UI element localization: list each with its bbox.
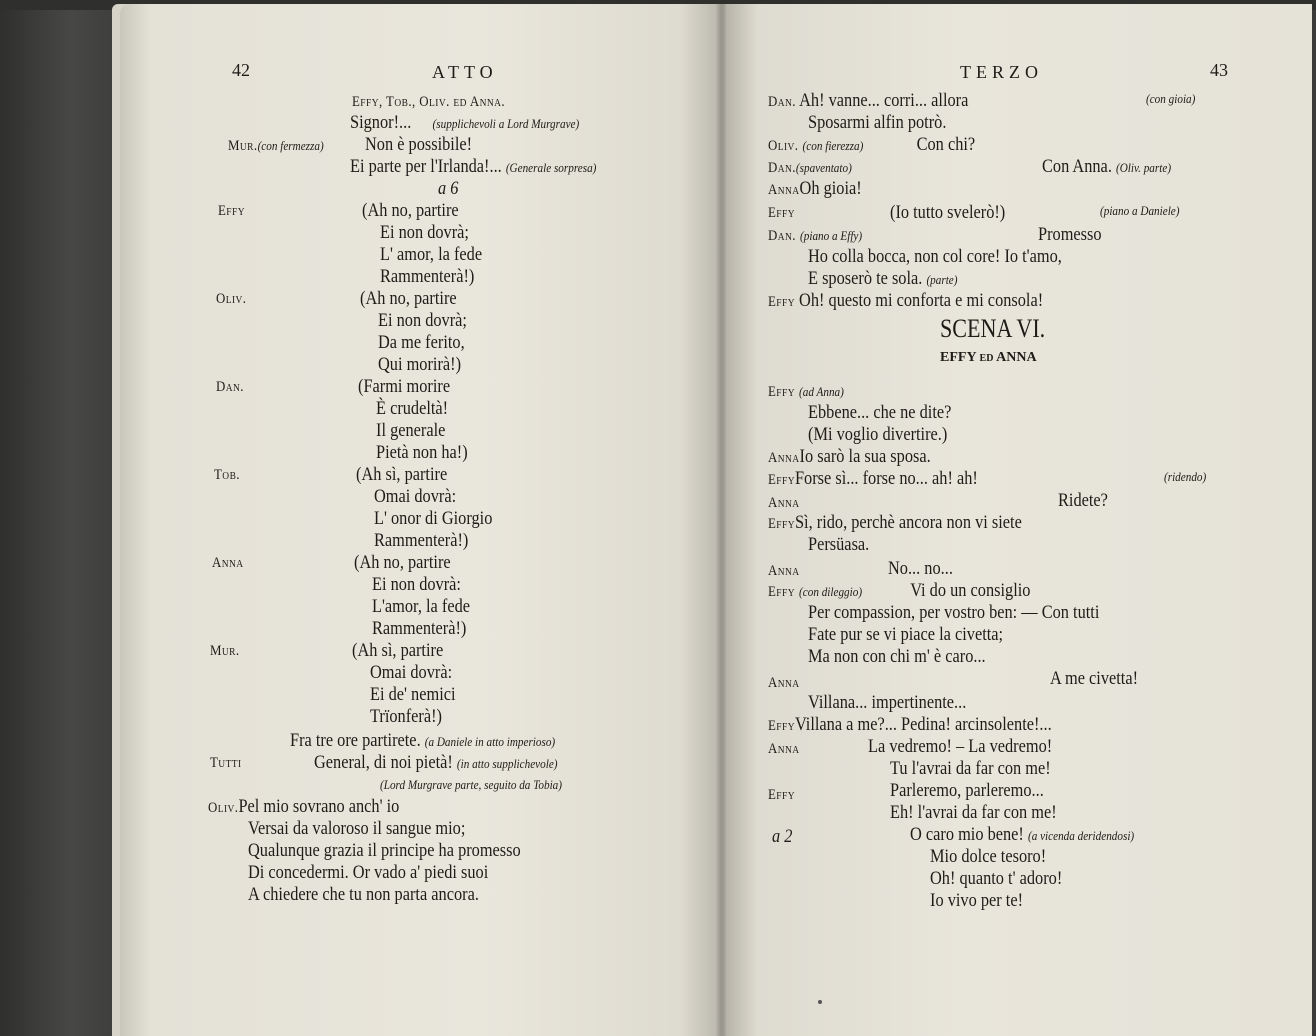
verse-line: L'amor, la fede [372, 596, 471, 617]
stage-direction: (piano a Daniele) [1100, 203, 1180, 218]
verse-line: Il generale [376, 420, 446, 441]
verse-line: Omai dovrà: [374, 486, 457, 507]
verse-line: E sposerò te sola. (parte) [808, 268, 958, 289]
verse-line: Villana... impertinente... [808, 692, 967, 713]
stage-line: Effy, Tob., Oliv. ed Anna. [352, 94, 506, 110]
running-head: TERZO [960, 62, 1043, 82]
verse-line: (Farmi morire [358, 376, 451, 397]
scene-title: SCENA VI. [940, 314, 1046, 343]
verse-line: Per compassion, per vostro ben: — Con tutti [808, 602, 1100, 623]
verse-line: (Ah no, partire [354, 552, 451, 573]
verse-line: (Ah no, partire [360, 288, 457, 309]
verse-line: L' onor di Giorgio [374, 508, 493, 529]
verse-line: Fate pur se vi piace la civetta; [808, 624, 1004, 645]
verse-line: La vedremo! – La vedremo! [868, 736, 1053, 757]
dialogue-line: Mur.(con fermezza) Non è possibile! [228, 134, 473, 155]
dialogue-line: Dan.(spaventato) [768, 160, 852, 176]
verse-line: Rammenterà!) [372, 618, 467, 639]
verse-line: Rammenterà!) [380, 266, 475, 287]
verse-line: No... no... [888, 558, 953, 579]
speaker: Anna [768, 741, 800, 757]
dialogue-line: Effy (ad Anna) [768, 384, 844, 400]
speaker: Dan. [216, 379, 244, 395]
stage-line: Signor!... (supplichevoli a Lord Murgrave) [350, 112, 580, 133]
speaker: Oliv. [216, 291, 247, 307]
verse-line: O caro mio bene! (a vicenda deridendosi) [910, 824, 1135, 845]
verse-line: Pietà non ha!) [376, 442, 468, 463]
dialogue-line: AnnaOh gioia! [768, 178, 862, 199]
verse-line: È crudeltà! [376, 398, 449, 419]
stage-direction: (con gioia) [1146, 91, 1196, 106]
ensemble-marker: a 2 [772, 826, 793, 847]
verse-line: (Mi voglio divertire.) [808, 424, 948, 445]
speaker: Mur. [210, 643, 240, 659]
page-number: 43 [1210, 60, 1228, 80]
running-head: ATTO [432, 62, 498, 82]
verse-line: A me civetta! [1050, 668, 1139, 689]
dialogue-line: Dan. (piano a Effy) [768, 228, 863, 244]
verse-line: Oh! quanto t' adoro! [930, 868, 1063, 889]
verse-line: Ho colla bocca, non col core! Io t'amo, [808, 246, 1062, 267]
verse-line: Mio dolce tesoro! [930, 846, 1047, 867]
open-book [112, 4, 1312, 1036]
speaker: Effy [768, 205, 795, 221]
speaker: Anna [768, 495, 800, 511]
verse-line: Ei non dovrà; [380, 222, 469, 243]
verse-line: Tu l'avrai da far con me! [890, 758, 1051, 779]
verse-line: Di concedermi. Or vado a' piedi suoi [248, 862, 489, 883]
dialogue-line: Ei parte per l'Irlanda!... (Generale sorpresa) [350, 156, 597, 177]
dialogue-line: General, di noi pietà! (in atto supplichevole) [314, 752, 558, 773]
page-number: 42 [232, 60, 250, 80]
verse-line: Trïonferà!) [370, 706, 442, 727]
verse-line: Qui morirà!) [378, 354, 462, 375]
speaker: Effy [768, 787, 795, 803]
verse-line: Ebbene... che ne dite? [808, 402, 952, 423]
book-gutter [716, 4, 726, 1036]
dialogue-line: Con Anna. (Oliv. parte) [1042, 156, 1172, 177]
dialogue-line: Oliv. (con fierezza) Con chi? [768, 134, 976, 155]
speaker: Tutti [210, 755, 242, 771]
verse-line: Ei non dovrà: [372, 574, 461, 595]
speaker: Anna [212, 555, 244, 571]
left-page [120, 4, 722, 1036]
verse-line: (Ah sì, partire [356, 464, 448, 485]
verse-line: Ei non dovrà; [378, 310, 467, 331]
verse-line: Ma non con chi m' è caro... [808, 646, 986, 667]
verse-line: Qualunque grazia il principe ha promesso [248, 840, 521, 861]
verse-line: (Ah no, partire [362, 200, 459, 221]
page-blemish [818, 1000, 822, 1004]
verse-line: Sposarmi alfin potrò. [808, 112, 947, 133]
dialogue-line: Dan. Ah! vanne... corri... allora [768, 90, 969, 111]
verse-line: Ei de' nemici [370, 684, 456, 705]
dialogue-line: Effy (con dileggio) Vi do un consiglio [768, 580, 1031, 601]
speaker: Effy [218, 203, 245, 219]
verse-line: Parleremo, parleremo... [890, 780, 1044, 801]
verse-line: (Ah sì, partire [352, 640, 444, 661]
right-page [722, 4, 1312, 1036]
verse-line: Persüasa. [808, 534, 870, 555]
background-table [0, 0, 116, 1036]
dialogue-line: EffySì, rido, perchè ancora non vi siete [768, 512, 1022, 533]
stage-direction: (ridendo) [1164, 469, 1207, 484]
verse-line: A chiedere che tu non parta ancora. [248, 884, 479, 905]
stage-direction: (Lord Murgrave parte, seguito da Tobia) [380, 777, 562, 792]
dialogue-line: AnnaIo sarò la sua sposa. [768, 446, 931, 467]
verse-line: (Io tutto svelerò!) [890, 202, 1006, 223]
verse-line: Io vivo per te! [930, 890, 1024, 911]
speaker: Anna [768, 675, 800, 691]
verse-line: Promesso [1038, 224, 1102, 245]
speaker: Anna [768, 563, 800, 579]
dialogue-line: EffyVillana a me?... Pedina! arcinsolente!... [768, 714, 1052, 735]
verse-line: Omai dovrà: [370, 662, 453, 683]
verse-line: L' amor, la fede [380, 244, 483, 265]
ensemble-marker: a 6 [438, 178, 459, 199]
verse-line: Rammenterà!) [374, 530, 469, 551]
dialogue-line: Fra tre ore partirete. (a Daniele in atto imperioso) [290, 730, 556, 751]
scene-characters: EFFY ed ANNA [940, 350, 1037, 365]
dialogue-line: EffyForse sì... forse no... ah! ah! [768, 468, 978, 489]
verse-line: Versai da valoroso il sangue mio; [248, 818, 466, 839]
dialogue-line: Oliv.Pel mio sovrano anch' io [208, 796, 400, 817]
verse-line: Ridete? [1058, 490, 1108, 511]
verse-line: Eh! l'avrai da far con me! [890, 802, 1057, 823]
speaker: Tob. [214, 467, 240, 483]
verse-line: Da me ferito, [378, 332, 465, 353]
dialogue-line: Effy Oh! questo mi conforta e mi consola! [768, 290, 1044, 311]
